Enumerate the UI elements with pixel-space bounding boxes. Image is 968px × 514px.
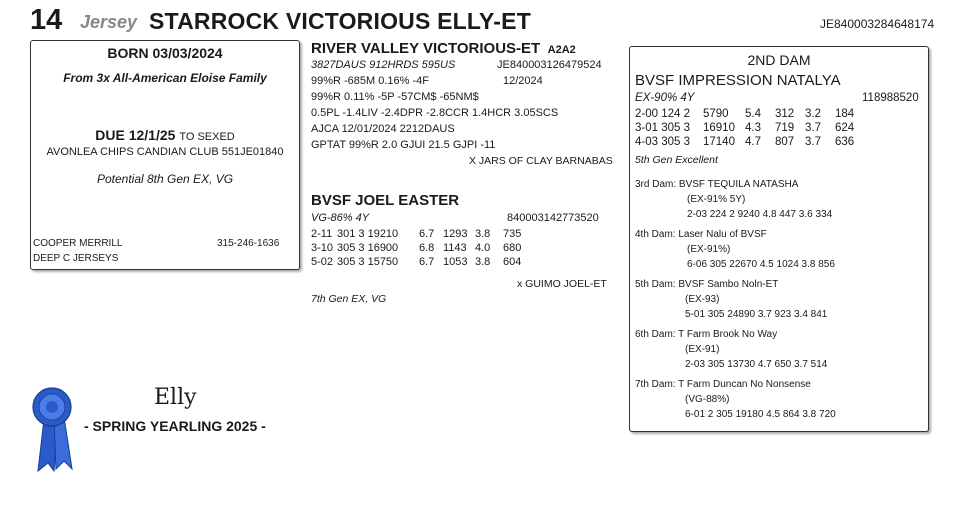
ancestor-entry: [635, 277, 836, 327]
ancestor-label: 4th Dam: Laser Nalu of BVSF: [635, 229, 767, 240]
ancestor-label: 6th Dam: T Farm Brook No Way: [635, 329, 778, 340]
dam-section: [311, 192, 613, 312]
registration-id: JE840003284648174: [820, 17, 935, 31]
ancestor-record: 2-03 305 13730 4.7 650 3.7 514: [685, 359, 828, 370]
animal-info-box: [30, 40, 300, 270]
dam-records: [311, 228, 521, 268]
sire-line1-a: 3827DAUS 912HRDS 595US: [311, 59, 456, 71]
sire-of-dam: x GUIMO JOEL-ET: [517, 278, 607, 290]
sire-line6: GPTAT 99%R 2.0 GJUI 21.5 GJPI -11: [311, 139, 496, 151]
blue-ribbon-icon: [30, 385, 80, 475]
sire-line2-b: 12/2024: [503, 75, 543, 87]
class-label: - SPRING YEARLING 2025 -: [84, 418, 266, 434]
second-dam-heading: 2ND DAM: [747, 52, 811, 68]
lot-number: 14: [30, 4, 63, 36]
ancestor-class: (EX-91%): [687, 244, 731, 255]
ancestor-record: 5-01 305 24890 3.7 923 3.4 841: [685, 309, 828, 320]
ancestor-entry: [635, 227, 836, 277]
dam-record-row: 3-10 305 3 16900 6.8 1143 4.0 680: [311, 242, 522, 254]
potential-note: Potential 8th Gen EX, VG: [96, 172, 234, 186]
due-date: DUE 12/1/25: [95, 127, 176, 143]
sire-a2: A2A2: [547, 44, 576, 56]
breed-label: Jersey: [80, 12, 138, 32]
family-note: From 3x All-American Eloise Family: [63, 71, 267, 85]
second-dam-reg-id: 118988520: [862, 92, 919, 104]
nickname: Elly: [154, 385, 197, 410]
sire-line1-b: JE840003126479524: [497, 59, 602, 71]
animal-name: STARROCK VICTORIOUS ELLY-ET: [149, 8, 531, 34]
sire-of-sire: X JARS OF CLAY BARNABAS: [469, 155, 613, 167]
born-date: BORN 03/03/2024: [107, 45, 223, 61]
ancestor-entry: [635, 327, 836, 377]
ancestor-record: 6-06 305 22670 4.5 1024 3.8 856: [687, 259, 835, 270]
second-dam-gen-note: 5th Gen Excellent: [635, 154, 718, 166]
dam-classification: VG-86% 4Y: [311, 212, 370, 224]
second-dam-record-row: 3-01 305 3 16910 4.3 719 3.7 624: [635, 122, 855, 134]
ancestor-label: 5th Dam: BVSF Sambo Noln-ET: [635, 279, 779, 290]
sire-line5: AJCA 12/01/2024 2212DAUS: [311, 123, 455, 135]
second-dam-classification: EX-90% 4Y: [635, 92, 695, 104]
ancestor-entry: [635, 377, 836, 427]
second-dam-record-row: 4-03 305 3 17140 4.7 807 3.7 636: [635, 136, 855, 148]
ancestor-class: (VG-88%): [685, 394, 730, 405]
sire-line3: 99%R 0.11% -5P -57CM$ -65NM$: [311, 91, 479, 103]
ancestor-class: (EX-91): [685, 344, 720, 355]
consignor-farm: DEEP C JERSEYS: [33, 253, 119, 264]
dam-record-row: 5-02 305 3 15750 6.7 1053 3.8 604: [311, 256, 522, 268]
sire-name: RIVER VALLEY VICTORIOUS-ET: [311, 40, 541, 57]
sire-line4: 0.5PL -1.4LIV -2.4DPR -2.8CCR 1.4HCR 3.05SCS: [311, 107, 559, 119]
second-dam-name: BVSF IMPRESSION NATALYA: [635, 72, 841, 89]
ancestor-entry: [635, 177, 836, 227]
dam-gen-note: 7th Gen EX, VG: [311, 293, 387, 305]
ancestor-record: 2-03 224 2 9240 4.8 447 3.6 334: [687, 209, 833, 220]
dam-reg-id: 840003142773520: [507, 212, 599, 224]
sire-line2-a: 99%R -685M 0.16% -4F: [311, 75, 429, 87]
second-dam-box: [629, 46, 929, 432]
service-sire: AVONLEA CHIPS CANDIAN CLUB 551JE01840: [46, 146, 284, 158]
ancestor-list: [635, 177, 836, 427]
due-line: [31, 127, 299, 143]
dam-name: BVSF JOEL EASTER: [311, 192, 460, 209]
dam-record-row: 2-11 301 3 19210 6.7 1293 3.8 735: [311, 228, 522, 240]
ancestor-label: 3rd Dam: BVSF TEQUILA NATASHA: [635, 179, 799, 190]
ancestor-class: (EX-93): [685, 294, 720, 305]
sire-section: [311, 40, 613, 170]
consignor-phone: 315-246-1636: [217, 238, 280, 249]
due-suffix: TO SEXED: [179, 131, 235, 143]
sire-name-line: [311, 40, 576, 58]
ancestor-record: 6-01 2 305 19180 4.5 864 3.8 720: [685, 409, 836, 420]
consignor-name: COOPER MERRILL: [33, 238, 123, 249]
ancestor-label: 7th Dam: T Farm Duncan No Nonsense: [635, 379, 811, 390]
second-dam-records: [635, 108, 854, 148]
second-dam-record-row: 2-00 124 2 5790 5.4 312 3.2 184: [635, 108, 855, 120]
ancestor-class: (EX-91% 5Y): [687, 194, 746, 205]
